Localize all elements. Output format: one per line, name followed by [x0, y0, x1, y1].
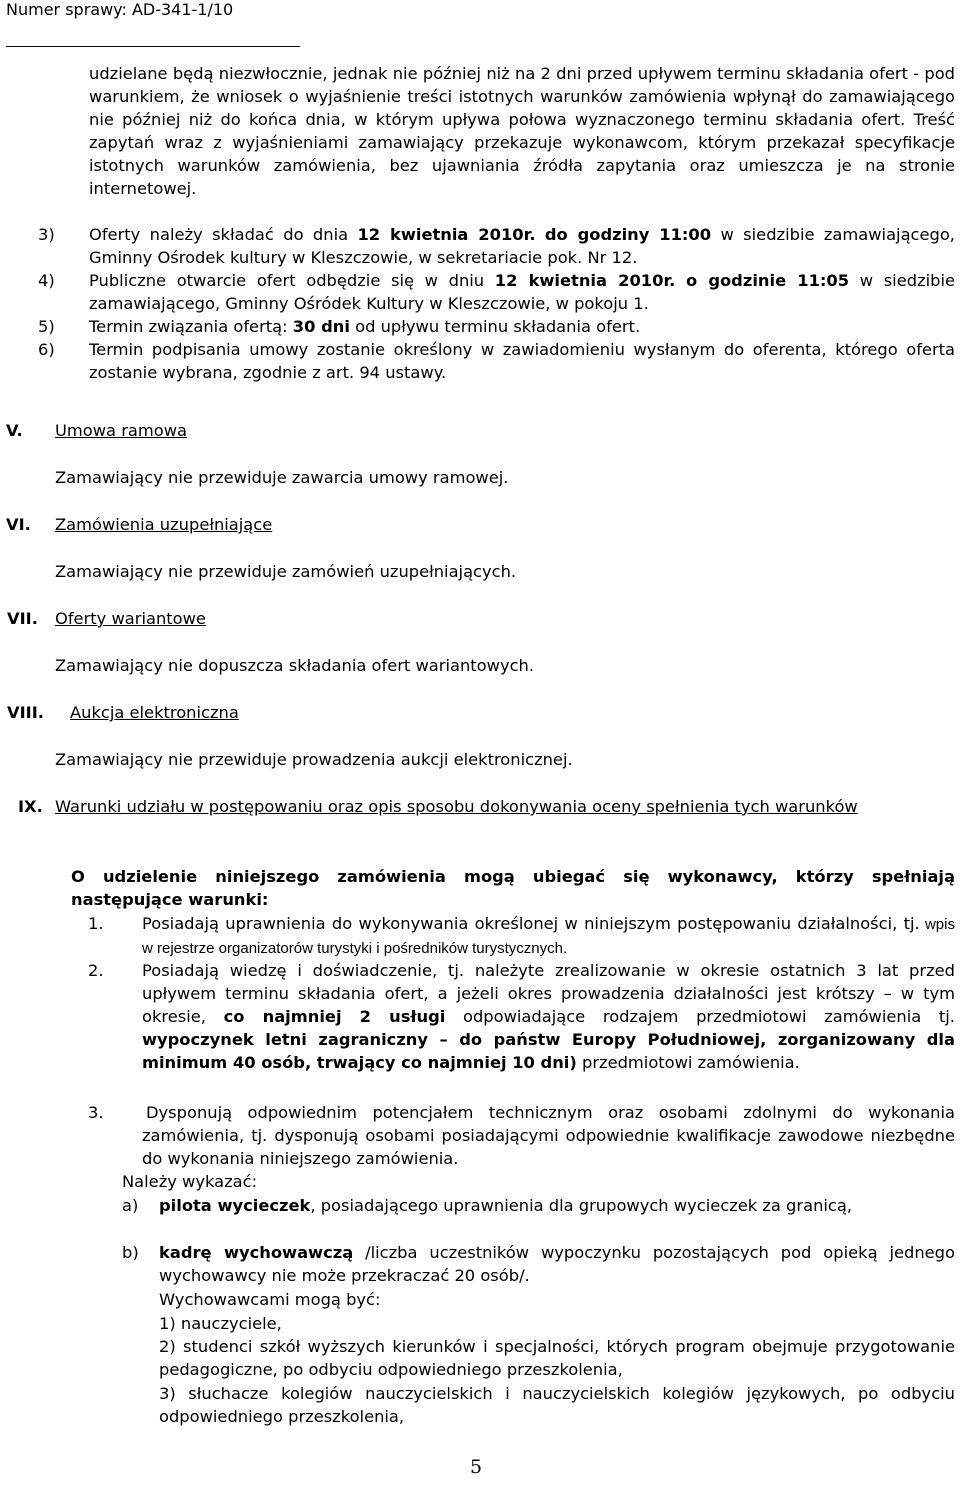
list-number: 6): [38, 340, 55, 359]
condition-text: Posiadają wiedzę i doświadczenie, tj. należyte zrealizowanie w okresie ostatnich 3 lat przed upływem terminu składania ofert, a jeżeli okres prowadzenia działalności jest krótszy – w tym okresie, co najmniej 2 usługi odpowiadające rodzajem przedmiotowi zamówienia tj. wypoczynek letni zagraniczny – do państw Europy Południowej, zorganizowany dla minimum 40 osób, trwający co najmniej 10 dni) przedmiotowi zamówienia.: [142, 961, 955, 1073]
conditions-intro: O udzielenie niniejszego zamówienia mogą ubiegać się wykonawcy, którzy spełniają następujące warunki:: [71, 867, 955, 910]
tutors-intro: Wychowawcami mogą być:: [159, 1290, 381, 1309]
page-number: 5: [470, 1456, 483, 1478]
list-item-binding-period: [38, 315, 955, 338]
case-number: Numer sprawy: AD-341-1/10: [6, 0, 234, 19]
condition-number: 2.: [88, 961, 104, 980]
section-ix-heading: Warunki udziału w postępowaniu oraz opis sposobu dokonywania oceny spełnienia tych warunków: [55, 797, 858, 816]
header-rule: [6, 46, 300, 47]
condition-1: [88, 912, 955, 960]
list-number: 5): [38, 317, 55, 336]
tutor-1: 1) nauczyciele,: [159, 1314, 282, 1333]
condition-text: Posiadają uprawnienia do wykonywania określonej w niniejszym postępowaniu działalności, tj. wpis w rejestrze organizatorów turystyki i pośredników turystycznych.: [142, 914, 955, 958]
list-item-signing: [38, 338, 955, 384]
condition-3: [88, 1101, 955, 1170]
list-item-offers-deadline: [38, 223, 955, 269]
section-viii-body: Zamawiający nie przewiduje prowadzenia aukcji elektronicznej.: [55, 750, 573, 769]
requirement-a: [122, 1194, 955, 1217]
section-vi-body: Zamawiający nie przewiduje zamówień uzupełniających.: [55, 562, 517, 581]
requirement-text: pilota wycieczek, posiadającego uprawnienia dla grupowych wycieczek za granicą,: [159, 1196, 853, 1215]
condition-number: 1.: [88, 914, 104, 933]
condition-2: [88, 959, 955, 1074]
section-number: VIII.: [7, 703, 44, 722]
list-text: Publiczne otwarcie ofert odbędzie się w dniu 12 kwietnia 2010r. o godzinie 11:05 w siedzibie zamawiającego, Gminny Ośródek Kultury w Kleszczowie, w pokoju 1.: [89, 271, 955, 314]
list-number: 4): [38, 271, 55, 290]
list-text: Oferty należy składać do dnia 12 kwietnia 2010r. do godziny 11:00 w siedzibie zamawiającego, Gminny Ośrodek kultury w Kleszczowie, w sekretariacie pok. Nr 12.: [89, 225, 955, 268]
section-heading: Oferty wariantowe: [55, 609, 206, 628]
must-show-label: Należy wykazać:: [122, 1172, 258, 1191]
section-heading: Umowa ramowa: [55, 421, 187, 440]
requirement-letter: a): [122, 1196, 139, 1215]
paragraph-questions: udzielane będą niezwłocznie, jednak nie później niż na 2 dni przed upływem terminu składania ofert - pod warunkiem, że wniosek o wyjaśnienie treści istotnych warunków zamówienia wpłynął do zamawiającego nie później niż do końca dnia, w którym upływa połowa wyznaczonego terminu składania ofert. Treść zapytań wraz z wyjaśnieniami zamawiający przekazuje wykonawcom, którym przekazał specyfikacje istotnych warunków zamówienia, bez ujawniania źródła zapytania oraz umieszcza je na stronie internetowej.: [89, 64, 955, 199]
condition-number: 3.: [88, 1103, 104, 1122]
section-ix-number: IX.: [18, 797, 43, 816]
tutor-2: 2) studenci szkół wyższych kierunków i specjalności, których program obejmuje przygotowanie pedagogiczne, po odbyciu odpowiedniego przeszkolenia,: [159, 1337, 955, 1380]
requirement-letter: b): [122, 1243, 139, 1262]
list-text: Termin związania ofertą: 30 dni od upływu terminu składania ofert.: [89, 317, 641, 336]
section-heading: Zamówienia uzupełniające: [55, 515, 273, 534]
list-text: Termin podpisania umowy zostanie określony w zawiadomieniu wysłanym do oferenta, którego oferta zostanie wybrana, zgodnie z art. 94 ustawy.: [89, 340, 955, 383]
list-item-opening: [38, 269, 955, 315]
tutor-3: 3) słuchacze kolegiów nauczycielskich i nauczycielskich kolegiów językowych, po odbyciu odpowiedniego przeszkolenia,: [159, 1384, 955, 1427]
condition-text: Dysponują odpowiednim potencjałem technicznym oraz osobami zdolnymi do wykonania zamówienia, tj. dysponują osobami posiadającymi odpowiednie kwalifikacje zawodowe niezbędne do wykonania niniejszego zamówienia.: [142, 1103, 955, 1169]
requirement-b: [122, 1241, 955, 1287]
section-v-body: Zamawiający nie przewiduje zawarcia umowy ramowej.: [55, 468, 509, 487]
section-heading: Aukcja elektroniczna: [70, 703, 239, 722]
section-number: VI.: [6, 515, 31, 534]
requirement-text: kadrę wychowawczą /liczba uczestników wypoczynku pozostających pod opieką jednego wychowawcy nie może przekraczać 20 osób/.: [159, 1243, 955, 1286]
list-number: 3): [38, 225, 55, 244]
section-vii-body: Zamawiający nie dopuszcza składania ofert wariantowych.: [55, 656, 535, 675]
section-number: VII.: [7, 609, 38, 628]
section-number: V.: [6, 421, 23, 440]
